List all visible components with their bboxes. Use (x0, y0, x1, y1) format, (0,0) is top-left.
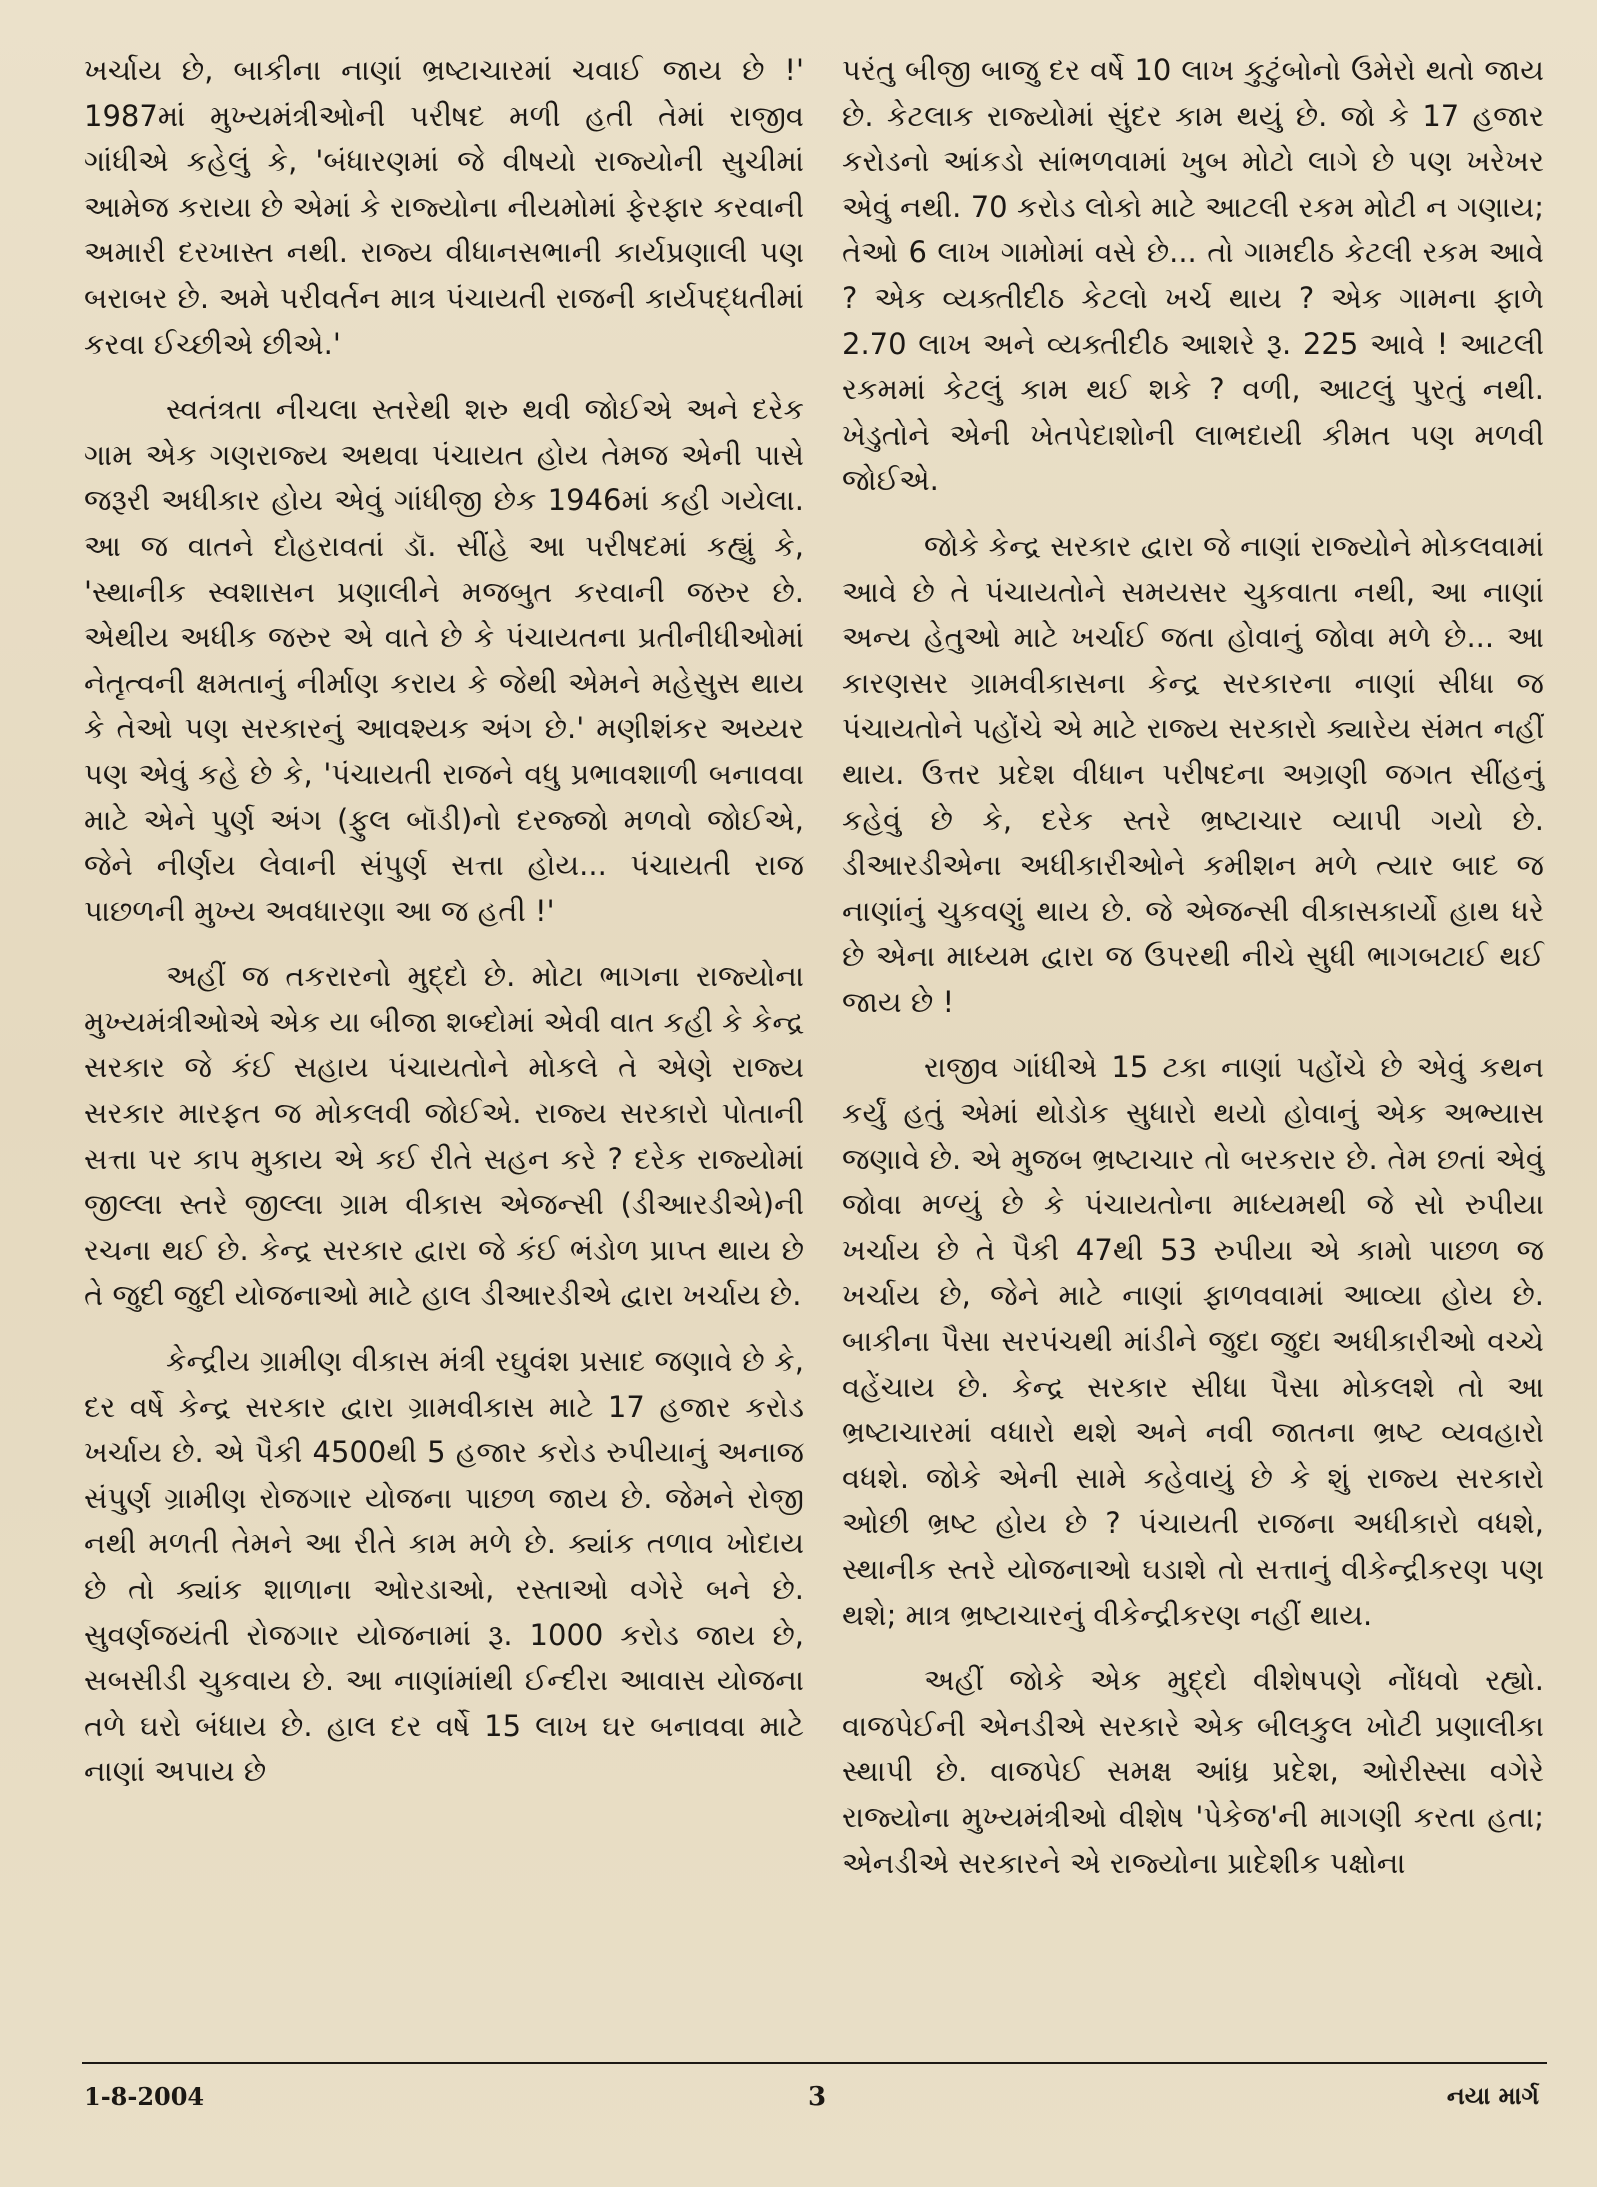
page-number: 3 (808, 2082, 827, 2112)
paragraph: અહીં જોકે એક મુદ્દો વીશેષપણે નોંધવો રહ્યો. વાજપેઈની એનડીએ સરકારે એક બીલકુલ ખોટી પ્રણાલીકા સ્થાપી છે. વાજપેઈ સમક્ષ આંધ્ર પ્રદેશ, ઓરીસ્સા વગેરે રાજ્યોના મુખ્યમંત્રીઓ વીશેષ 'પેકેજ'ની માગણી કરતા હતા; એનડીએ સરકારને એ રાજ્યોના પ્રાદેશીક પક્ષોના (842, 1663, 1544, 1880)
paragraph: અહીં જ તકરારનો મુદ્દો છે. મોટા ભાગના રાજ્યોના મુખ્યમંત્રીઓએ એક યા બીજા શબ્દોમાં એવી વાત કહી કે કેન્દ્ર સરકાર જે કંઈ સહાય પંચાયતોને મોકલે તે એણે રાજ્ય સરકાર મારફત જ મોકલવી જોઈએ. રાજ્ય સરકારો પોતાની સત્તા પર કાપ મુકાય એ કઈ રીતે સહન કરે ? દરેક રાજ્યોમાં જીલ્લા સ્તરે જીલ્લા ગ્રામ વીકાસ એજન્સી (ડીઆરડીએ)ની રચના થઈ છે. કેન્દ્ર સરકાર દ્વારા જે કંઈ ભંડોળ પ્રાપ્ત થાય છે તે જુદી જુદી યોજનાઓ માટે હાલ ડીઆરડીએ દ્વારા ખર્ચાય છે. (84, 959, 804, 1313)
footer-rule (82, 2062, 1547, 2064)
footer-date: 1-8-2004 (84, 2082, 205, 2111)
paragraph: રાજીવ ગાંધીએ 15 ટકા નાણાં પહોંચે છે એવું કથન કર્યું હતું એમાં થોડોક સુધારો થયો હોવાનું એક અભ્યાસ જણાવે છે. એ મુજબ ભ્રષ્ટાચાર તો બરકરાર છે. તેમ છતાં એવું જોવા મળ્યું છે કે પંચાયતોના માધ્યમથી જે સો રુપીયા ખર્ચાય છે તે પૈકી 47થી 53 રુપીયા એ કામો પાછળ જ ખર્ચાય છે, જેને માટે નાણાં ફાળવવામાં આવ્યા હોય છે. બાકીના પૈસા સરપંચથી માંડીને જુદા જુદા અધીકારીઓ વચ્ચે વહેંચાય છે. કેન્દ્ર સરકાર સીધા પૈસા મોકલશે તો આ ભ્રષ્ટાચારમાં વધારો થશે અને નવી જાતના ભ્રષ્ટ વ્યવહારો વધશે. જોકે એની સામે કહેવાયું છે કે શું રાજ્ય સરકારો ઓછી ભ્રષ્ટ હોય છે ? પંચાયતી રાજના અધીકારો વધશે, સ્થાનીક સ્તરે યોજનાઓ ઘડાશે તો સત્તાનું વીકેન્દ્રીકરણ પણ થશે; માત્ર ભ્રષ્ટાચારનું વીકેન્દ્રીકરણ નહીં થાય. (842, 1050, 1544, 1632)
paragraph: પરંતુ બીજી બાજુ દર વર્ષે 10 લાખ કુટુંબોનો ઉમેરો થતો જાય છે. કેટલાક રાજ્યોમાં સુંદર કામ થયું છે. જો કે 17 હજાર કરોડનો આંકડો સાંભળવામાં ખુબ મોટો લાગે છે પણ ખરેખર એવું નથી. 70 કરોડ લોકો માટે આટલી રકમ મોટી ન ગણાય; તેઓ 6 લાખ ગામોમાં વસે છે... તો ગામદીઠ કેટલી રકમ આવે ? એક વ્યક્તીદીઠ કેટલો ખર્ચ થાય ? એક ગામના ફાળે 2.70 લાખ અને વ્યક્તીદીઠ આશરે રૂ. 225 આવે ! આટલી રકમમાં કેટલું કામ થઈ શકે ? વળી, આટલું પુરતું નથી. ખેડુતોને એની ખેતપેદાશોની લાભદાયી કીમત પણ મળવી જોઈએ. (842, 53, 1544, 498)
paragraph: સ્વતંત્રતા નીચલા સ્તરેથી શરુ થવી જોઈએ અને દરેક ગામ એક ગણરાજ્ય અથવા પંચાયત હોય તેમજ એની પાસે જરૂરી અધીકાર હોય એવું ગાંધીજી છેક 1946માં કહી ગયેલા. આ જ વાતને દોહરાવતાં ડૉ. સીંહે આ પરીષદમાં કહ્યું કે, 'સ્થાનીક સ્વશાસન પ્રણાલીને મજબુત કરવાની જરુર છે. એથીય અધીક જરુર એ વાતે છે કે પંચાયતના પ્રતીનીધીઓમાં નેતૃત્વની ક્ષમતાનું નીર્માણ કરાય કે જેથી એમને મહેસુસ થાય કે તેઓ પણ સરકારનું આવશ્યક અંગ છે.' મણીશંકર અય્યર પણ એવું કહે છે કે, 'પંચાયતી રાજને વધુ પ્રભાવશાળી બનાવવા માટે એને પુર્ણ અંગ (ફુલ બૉડી)નો દરજ્જો મળવો જોઈએ, જેને નીર્ણય લેવાની સંપુર્ણ સત્તા હોય... પંચાયતી રાજ પાછળની મુખ્ય અવધારણા આ જ હતી !' (84, 392, 804, 928)
magazine-name: નયા માર્ગ (1446, 2082, 1539, 2110)
left-column (84, 48, 804, 1815)
paragraph: જોકે કેન્દ્ર સરકાર દ્વારા જે નાણાં રાજ્યોને મોકલવામાં આવે છે તે પંચાયતોને સમયસર ચુકવાતા નથી, આ નાણાં અન્ય હેતુઓ માટે ખર્ચાઈ જતા હોવાનું જોવા મળે છે... આ કારણસર ગ્રામવીકાસના કેન્દ્ર સરકારના નાણાં સીધા જ પંચાયતોને પહોંચે એ માટે રાજ્ય સરકારો ક્યારેય સંમત નહીં થાય. ઉત્તર પ્રદેશ વીધાન પરીષદના અગ્રણી જગત સીંહનું કહેવું છે કે, દરેક સ્તરે ભ્રષ્ટાચાર વ્યાપી ગયો છે. ડીઆરડીએના અધીકારીઓને કમીશન મળે ત્યાર બાદ જ નાણાંનું ચુકવણું થાય છે. જે એજન્સી વીકાસકાર્યો હાથ ધરે છે એના માધ્યમ દ્વારા જ ઉપરથી નીચે સુધી ભાગબટાઈ થઈ જાય છે ! (842, 528, 1544, 1019)
paragraph: કેન્દ્રીય ગ્રામીણ વીકાસ મંત્રી રઘુવંશ પ્રસાદ જણાવે છે કે, દર વર્ષે કેન્દ્ર સરકાર દ્વારા ગ્રામવીકાસ માટે 17 હજાર કરોડ ખર્ચાય છે. એ પૈકી 4500થી 5 હજાર કરોડ રુપીયાનું અનાજ સંપુર્ણ ગ્રામીણ રોજગાર યોજના પાછળ જાય છે. જેમને રોજી નથી મળતી તેમને આ રીતે કામ મળે છે. ક્યાંક તળાવ ખોદાય છે તો ક્યાંક શાળાના ઓરડાઓ, રસ્તાઓ વગેરે બને છે. સુવર્ણજયંતી રોજગાર યોજનામાં રૂ. 1000 કરોડ જાય છે, સબસીડી ચુકવાય છે. આ નાણાંમાંથી ઈન્દીરા આવાસ યોજના તળે ઘરો બંધાય છે. હાલ દર વર્ષે 15 લાખ ઘર બનાવવા માટે નાણાં અપાય છે (84, 1344, 804, 1789)
right-column (842, 48, 1544, 1906)
paragraph: ખર્ચાય છે, બાકીના નાણાં ભ્રષ્ટાચારમાં ચવાઈ જાય છે !' 1987માં મુખ્યમંત્રીઓની પરીષદ મળી હતી તેમાં રાજીવ ગાંધીએ કહેલું કે, 'બંધારણમાં જે વીષયો રાજ્યોની સુચીમાં આમેજ કરાયા છે એમાં કે રાજ્યોના નીયમોમાં ફેરફાર કરવાની અમારી દરખાસ્ત નથી. રાજ્ય વીધાનસભાની કાર્યપ્રણાલી પણ બરાબર છે. અમે પરીવર્તન માત્ર પંચાયતી રાજની કાર્યપદ્ધતીમાં કરવા ઈચ્છીએ છીએ.' (84, 53, 804, 361)
